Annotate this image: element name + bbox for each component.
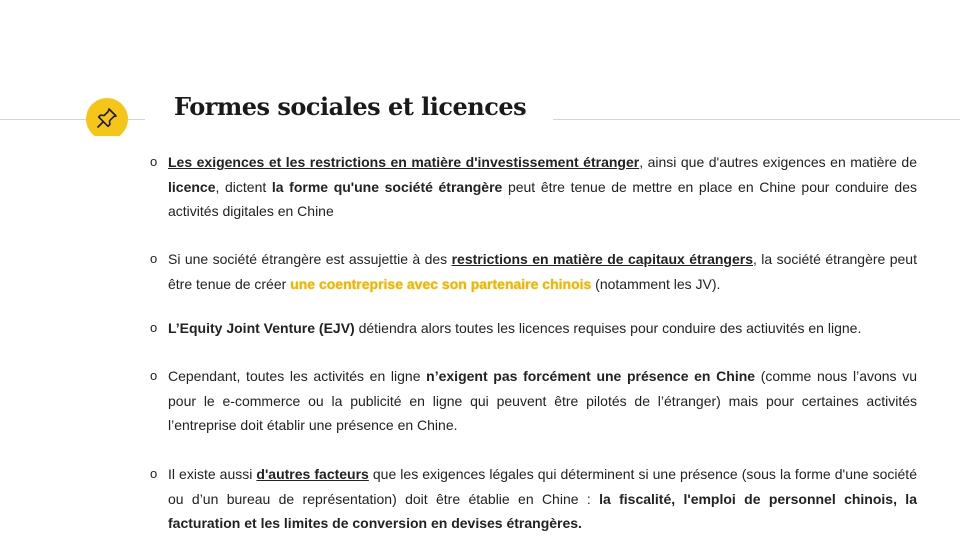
title-badge xyxy=(86,98,128,136)
bullet-text xyxy=(168,251,917,292)
bullet-text-segment: (notamment les JV). xyxy=(591,275,721,292)
bullet-marker: o xyxy=(150,154,158,169)
bullet-text-segment: la fiscalité, l'emploi de personnel chinois, la facturation et les limites de conversion en devises étrangères. xyxy=(168,490,917,531)
bullet-text xyxy=(168,320,861,336)
bullet-text-segment: , ainsi que d'autres exigences en matière de xyxy=(639,154,917,170)
bullet-text-segment: (comme nous l’avons vu pour le e-commerce ou la publicité en ligne qui peuvent être pilotés de l’étranger) mais pour certaines activités l’entreprise doit établir une présence en Chine. xyxy=(168,368,918,433)
bullet-text-segment: une coentreprise avec son partenaire chinois xyxy=(290,275,592,292)
pushpin-icon xyxy=(86,98,128,136)
bullet-text-segment: Si une société étrangère est assujettie à des xyxy=(168,251,452,267)
header-rule-right xyxy=(553,119,960,120)
bullet-text-segment: Il existe aussi xyxy=(168,466,257,482)
bullet-text-segment: restrictions en matière de capitaux étrangers xyxy=(451,251,753,267)
bullet-text-segment: licence xyxy=(168,178,216,195)
bullet-marker: o xyxy=(150,251,158,266)
bullet-text-segment: n’exigent pas forcément une présence en Chine xyxy=(426,368,756,384)
bullet-item xyxy=(150,462,917,535)
bullet-item xyxy=(150,247,917,296)
bullet-marker: o xyxy=(150,368,158,383)
bullet-text-segment: L’Equity Joint Venture (EJV) xyxy=(168,320,355,336)
bullet-text-segment: Cependant, toutes les activités en ligne xyxy=(168,368,427,384)
bullet-text-segment: que les exigences légales qui déterminent si une présence (sous la forme d'une société ou d’un bureau de représentation) doit être établie en Chine : xyxy=(168,466,917,507)
bullet-list xyxy=(150,150,917,535)
bullet-text xyxy=(168,368,917,433)
bullet-text xyxy=(168,154,917,219)
bullet-text-segment: peut être tenue de mettre en place en Chine pour conduire des activités digitales en Chine xyxy=(168,178,917,219)
bullet-text-segment: Les exigences et les restrictions en matière d'investissement étranger xyxy=(168,154,640,170)
bullet-text-segment: d'autres facteurs xyxy=(256,466,369,482)
bullet-text-segment: , la société étrangère peut être tenue de créer xyxy=(168,251,917,292)
page-title: Formes sociales et licences xyxy=(174,92,527,121)
bullet-marker: o xyxy=(150,320,158,335)
bullet-text-segment: , dictent xyxy=(215,178,272,195)
bullet-text-segment: détiendra alors toutes les licences requises pour conduire des actiuvités en ligne. xyxy=(354,320,862,336)
bullet-marker: o xyxy=(150,466,158,481)
bullet-item xyxy=(150,150,917,223)
bullet-text xyxy=(168,466,917,531)
bullet-item xyxy=(150,316,917,340)
bullet-item xyxy=(150,364,917,437)
bullet-text-segment: la forme qu'une société étrangère xyxy=(271,178,503,195)
